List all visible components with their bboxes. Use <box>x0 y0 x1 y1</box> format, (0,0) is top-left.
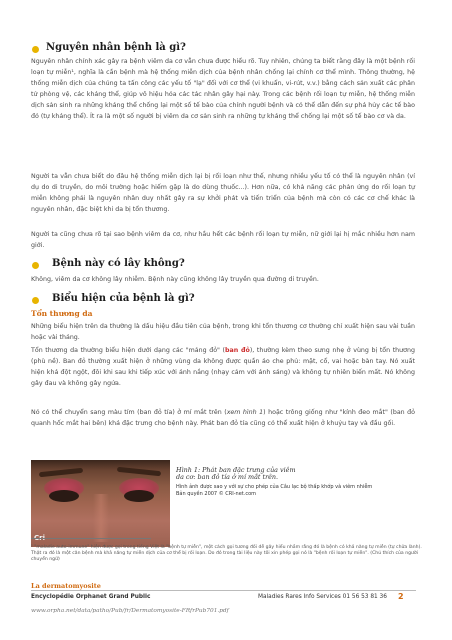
figure-reference: xem hình 1 <box>226 409 264 416</box>
symptoms-paragraph-2-end: ), thường kèm theo sưng nhẹ ở vùng bị tổn thương (phù nề). Ban đỏ thường xuất hiện ở những vùng da không được quần áo che phủ: mặt, cổ, vai hoặc bàn tay. Nó xuất hiện khá đột ngột, đôi khi sau khi tiếp xúc với ánh nắng (nhạy cảm với ánh sáng) và không tự nhiên biến mất. Nó không gây đau và không gây ngứa. <box>31 347 416 387</box>
figure-caption <box>176 467 426 499</box>
eyelid-erythema-photo <box>31 460 170 547</box>
figure-caption-title: Hình 1: Phát ban đặc trưng của viêm da cơ: ban đỏ tía ở mí mắt trên. <box>176 466 296 482</box>
symptoms-paragraph-3-end: ) hoặc trông giống như "kính đeo mắt" (ban đỏ quanh hốc mắt hai bên) khá đặc trưng cho bệnh này. Phát ban đỏ tía cũng có thể xuất hiện ở khuỷu tay và đầu gối. <box>31 409 416 427</box>
symptoms-paragraph-2-start: Tổn thương da thường biểu hiện dưới dạng các "mảng đỏ" ( <box>31 347 225 354</box>
footnote: ¹ "maladie auto-immune" hiện được gọi trong tiếng Việt là "bệnh tự miễn", một cách gọi tương đối dễ gây hiểu nhầm rằng đó là bệnh có khả năng tự miễn (tự chữa lành). Thật ra đó là một căn bệnh mà khả năng tự miễn dịch của cơ thể bị rối loạn. Do đó trong tài liệu này tôi xin phép gọi nó là "bệnh rối loạn tự miễn". (Chú thích của người chuyển ngữ) <box>31 545 422 563</box>
footer-document-title: La dermatomyosite <box>31 582 101 590</box>
section-bullet-icon <box>32 297 39 304</box>
cause-paragraph-1: Nguyên nhân chính xác gây ra bệnh viêm da cơ vẫn chưa được hiểu rõ. Tuy nhiên, chúng ta biết rằng đây là một bệnh rối loạn tự miễn¹, nghĩa là cần bệnh mà hệ thống miễn dịch của bệnh nhân chống lại chính cơ thể mình. Thông thường, hệ thống miễn dịch của chúng ta tấn công các yếu tố "lạ" đối với cơ thể (vi khuẩn, vi-rút, v.v.) bằng cách sản xuất các phân tử phòng vệ, các kháng thể, giúp vô hiệu hóa các tác nhân gây hại này. Trong các bệnh rối loạn tự miễn, hệ thống miễn dịch sản sinh ra những kháng thể chống lại một số tế bào của chính người bệnh và có thể dẫn đến sự phá hủy các tế bào đó (tự kháng thể). Ít ra là một số người bị viêm da cơ sản sinh ra những tự kháng thể chống lại một số tế bào cơ và da. <box>31 58 415 120</box>
footer-encyclopedia: Encyclopédie Orphanet Grand Public <box>31 594 151 600</box>
section-bullet-icon <box>32 46 39 53</box>
symptoms-paragraph-1: Những biểu hiện trên da thường là dấu hiệu đầu tiên của bệnh, trong khi tổn thương cơ thường chỉ xuất hiện sau vài tuần hoặc vài tháng. <box>31 323 415 341</box>
figure-caption-copyright: Bản quyền 2007 © CRI-net.com <box>176 491 257 498</box>
symptoms-paragraph-3-start: Nó có thể chuyển sang màu tím (ban đỏ tía) ở mí mắt trên ( <box>31 409 227 416</box>
footer-divider <box>31 590 416 591</box>
section-heading-symptoms: Biểu hiện của bệnh là gì? <box>52 293 195 304</box>
section-heading-contagious: Bệnh này có lây không? <box>52 258 185 269</box>
section-heading-cause: Nguyên nhân bệnh là gì? <box>46 42 186 53</box>
symptoms-paragraph-3 <box>31 408 415 430</box>
symptoms-paragraph-2 <box>31 346 415 390</box>
cause-paragraph-2: Người ta vẫn chưa biết do đâu hệ thống miễn dịch lại bị rối loạn như thế, nhưng nhiều yếu tố có thể là nguyên nhân (ví dụ do di truyền, do môi trường hoặc hiếm gặp là do dùng thuốc...). Hơn nữa, có khả năng các phản ứng do rối loạn tự miễn không phải là nguyên nhân duy nhất gây ra sự khởi phát và tiến triển của bệnh mà còn có các cơ chế khác là nguyên nhân, đặc biệt khi da bị tổn thương. <box>31 173 415 213</box>
section-bullet-icon <box>32 262 39 269</box>
erythema-term: ban đỏ <box>225 347 250 354</box>
figure-caption-permission: Hình ảnh được sao y với sự cho phép của Câu lạc bộ thấp khớp và viêm nhiễm <box>176 483 373 490</box>
cause-paragraph-3: Người ta cũng chưa rõ tại sao bệnh viêm da cơ, như hầu hết các bệnh rối loạn tự miễn, nữ giới lại hị mắc nhiều hơn nam giới. <box>31 231 415 249</box>
footer-url[interactable]: www.orpha.net/data/patho/Pub/fr/Dermatomyosite-FRfrPub701.pdf <box>31 608 229 614</box>
footnote-divider <box>31 538 151 539</box>
footer-contact: Maladies Rares Info Services 01 56 53 81 36 <box>258 594 387 600</box>
page-number: 2 <box>398 592 404 601</box>
photo-watermark: Cri <box>34 534 45 542</box>
subheading-skin-lesions: Tổn thương da <box>31 309 93 318</box>
contagious-paragraph: Không, viêm da cơ không lây nhiễm. Bệnh này cũng không lây truyền qua đường di truyền. <box>31 276 319 283</box>
